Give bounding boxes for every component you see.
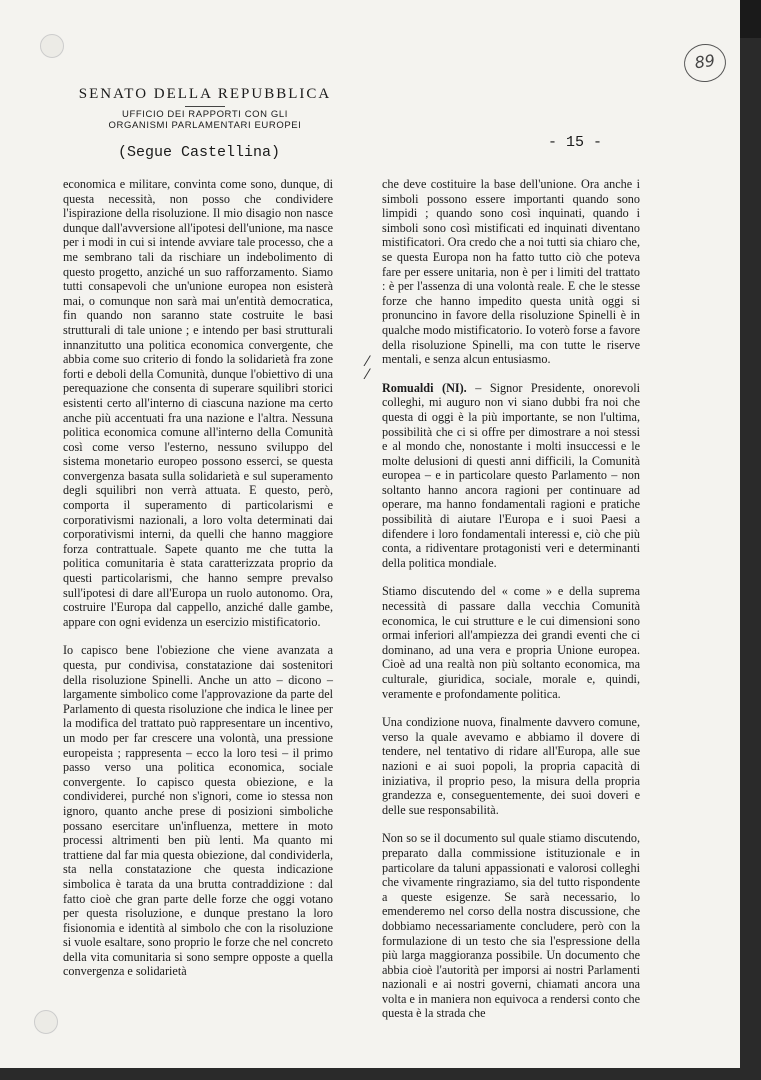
speaker-paragraph — [382, 381, 640, 571]
speech-text: – Signor Presidente, onorevoli colleghi, mi auguro non vi siano dubbi fra noi che questa di oggi è la più importante, se non l'ultima, possibilità che ci si offre per dimostrare a noi stessi e al mondo che, nonostante i molti insuccessi e le molte delusioni di questi anni difficili, la Comunità europea – e in particolare questo Parlamento – non soltanto hanno ancora ragioni per continuare ad operare, ma hanno fondamentali ragioni e pratiche possibilità di aiutare l'Europa e i suoi Paesi a difendere i loro fondamentali interessi e, ciò che più conta, a ridiventare protagonisti veri e determinanti della politica mondiale. — [382, 380, 640, 570]
paragraph: Non so se il documento sul quale stiamo discutendo, preparato dalla commissione istituzionale e in particolare da taluni appassionati e valorosi colleghi che vivamente ringraziamo, sia del tutto rispondente a queste esigenze. Se sarà necessario, lo emenderemo nel corso della nostra discussione, che dobbiamo necessariamente concludere, però con la formulazione di un testo che sia l'espressione della più larga maggioranza possibile. Un documento che abbia cioè l'autorità per imporsi ai nostri Parlamenti nazionali e ai nostri governi, chiamati ancora una volta e in maniera non equivoca a rendersi conto che questa è la strada che — [382, 831, 640, 1021]
scan-border-right — [740, 38, 761, 1080]
paragraph: che deve costituire la base dell'unione. Ora anche i simboli possono essere importanti quando sono limpidi ; quando sono così inquinati, quando i simboli sono così mistificati ed inquinati diventano mistificatori. Ora credo che a noi tutti sia chiaro che, se questa Europa non ha fatto tutto ciò che poteva fare per essere unitaria, non è per i limiti del trattato : è per l'assenza di una volontà reale. E che le stesse forze che hanno impedito questa unità oggi si pronuncino in favore della risoluzione Spinelli è in qualche modo mistificatorio. Io voterò forse a favore della risoluzione Spinelli, ma con tutte le riserve mentali, e senza alcun entusiasmo. — [382, 177, 640, 367]
continuation-note: (Segue Castellina) — [118, 144, 281, 161]
margin-mark: ⁄ — [366, 367, 369, 383]
office-line-2: ORGANISMI PARLAMENTARI EUROPEI — [108, 120, 302, 131]
handwritten-page-stamp: 89 — [682, 41, 729, 84]
speaker-name: Romualdi (NI). — [382, 380, 467, 395]
paragraph: Stiamo discutendo del « come » e della suprema necessità di passare dalla vecchia Comunità economica, le cui strutture e le cui dimensioni sono ormai inferiori all'ampiezza dei grandi eventi che ci dominano, ad una vera e propria Unione europea. Cioè ad una realtà non più soltanto economica, ma culturale, giuridica, sociale, morale e, quindi, veramente e profondamente politica. — [382, 584, 640, 701]
punch-hole-bottom — [34, 1010, 58, 1034]
letterhead — [60, 86, 350, 131]
office-line-1: UFFICIO DEI RAPPORTI CON GLI — [121, 109, 288, 120]
page-number: - 15 - — [548, 134, 603, 151]
paragraph: Una condizione nuova, finalmente davvero comune, verso la quale avevamo e abbiamo il dovere di tendere, nel tentativo di ridare all'Europa, alle sue nazioni e ai suoi popoli, la propria capacità di iniziativa, il proprio peso, la misura della propria grandezza e, conseguentemente, dei suoi doveri e delle sue responsabilità. — [382, 715, 640, 817]
scan-border-bottom — [0, 1068, 740, 1080]
paragraph: Io capisco bene l'obiezione che viene avanzata a questa, pur condivisa, constatazione dai sostenitori della risoluzione Spinelli. Anche un atto – dicono – largamente simbolico come l'approvazione da parte del Parlamento di questa risoluzione che indica le linee per la modifica del trattato può rappresentare un incentivo, un modo per far crescere una volontà, una pressione europeista ; rappresenta – ecco la loro tesi – il primo passo verso una politica economica, sociale convergente. Io capisco questa obiezione, e la condividerei, purché non s'ignori, come io stessa non ignoro, quanto anche prese di posizioni simboliche possano esercitare un'influenza, mettere in moto processi altrimenti ben più lenti. Ma quanto mi trattiene dal far mia questa obiezione, dal condividerla, sta nella constatazione che questa indicazione simbolica è tarata da una brutta contraddizione : dal fatto cioè che gran parte delle forze che oggi votano per questa risoluzione, e dunque prestano la loro fisionomia e identità al simbolo che con la risoluzione si vuole esaltare, sono proprio le forze che nel concreto della vita comunitaria si sono sempre opposte a quella convergenza e solidarietà — [63, 643, 333, 979]
left-column — [63, 177, 333, 979]
right-column — [382, 177, 640, 1021]
margin-mark: ⁄ — [366, 354, 369, 370]
punch-hole-top — [40, 34, 64, 58]
paragraph: economica e militare, convinta come sono, dunque, di questa necessità, non posso che condividere l'ispirazione della risoluzione. Il mio disagio non nasce dunque dall'avversione all'ipotesi dell'unione, ma nasce per i modi in cui si intende avviare tale processo, che a me sembrano tali da rischiare un indebolimento di questo progetto, anziché un suo rafforzamento. Siamo tutti consapevoli che un'unione europea non esisterà mai, o comunque non sarà mai un'entità democratica, fin quando non saranno state costruite le basi strutturali di tale unione ; e intendo per basi strutturali innanzitutto una politica economica convergente, che abbia come suo criterio di fondo la solidarietà fra zone forti e deboli della Comunità, dunque l'obiettivo di una perequazione che consenta di superare squilibri storici esistenti certo all'interno di ciascuna nazione ma certo anche più accentuati fra una nazione e l'altra. Nessuna politica economica comune all'interno della Comunità così come verso l'esterno, nessuno sviluppo del sistema monetario europeo possono esserci, se questa convergenza basata sulla solidarietà e sul superamento degli squilibri non verrà attuata. E questo, però, comporta il superamento di particolarismi e corporativismi nazionali, a loro volta determinati dai corporativismi interni, da quelli che hanno maggiore forza contrattuale. Sapete quanto me che tutta la politica comunitaria è stata caratterizzata proprio da questi particolarismi, che hanno sempre prevalso sull'ipotesi di dare all'Europa un ruolo autonomo. Ora, costruire l'Europa dal cappello, anziché dalle gambe, appare con ogni evidenza un esercizio mistificatorio. — [63, 177, 333, 629]
institution-name: SENATO DELLA REPUBBLICA — [78, 86, 332, 102]
header-rule — [185, 106, 225, 107]
